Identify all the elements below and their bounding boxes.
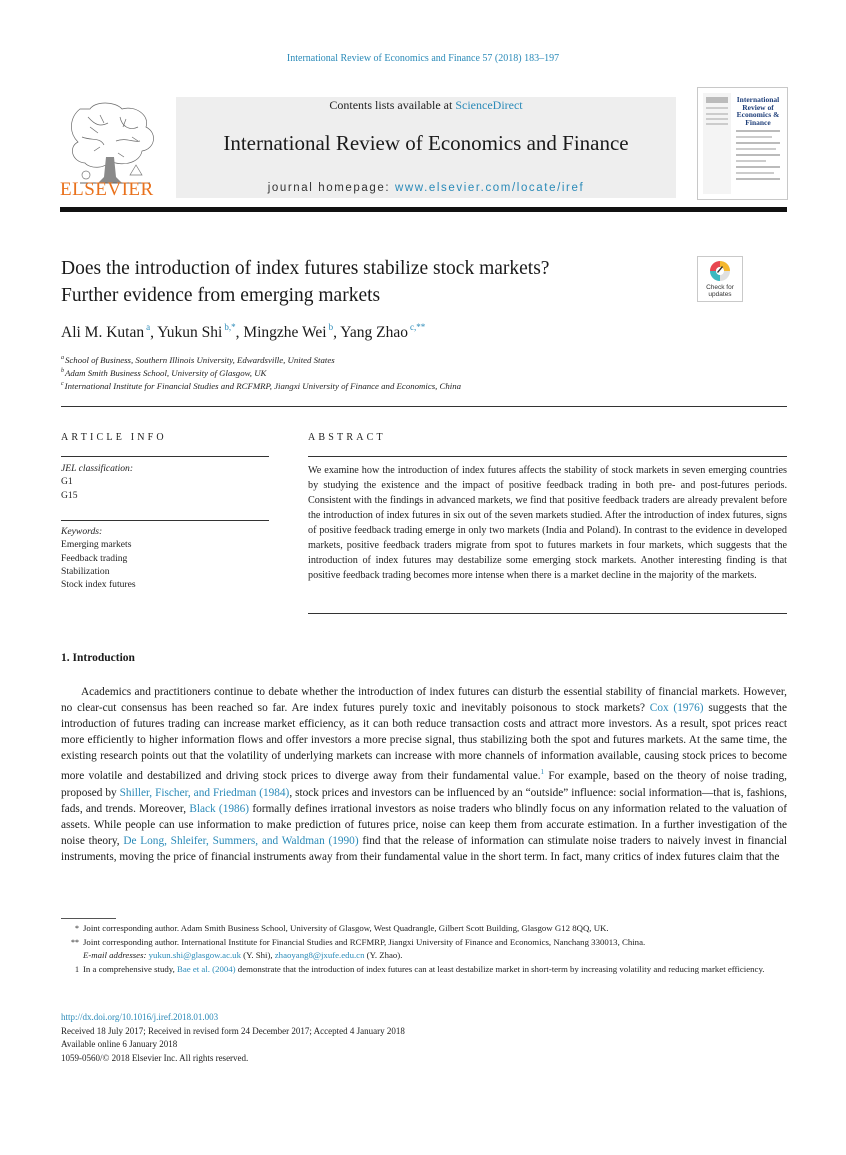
jel-classification — [61, 462, 133, 502]
keyword: Stock index futures — [61, 579, 136, 591]
author-separator: , — [150, 324, 158, 341]
footnote-text: Joint corresponding author. Adam Smith Business School, University of Glasgow, West Quadrangle, Gilbert Scott Building, Glasgow G12 8QQ, UK. — [83, 923, 609, 933]
abstract-bottom-divider — [308, 613, 787, 614]
keyword: Emerging markets — [61, 539, 132, 551]
introduction-body — [61, 684, 787, 865]
jel-label: JEL classification: — [61, 463, 134, 474]
citation-link[interactable]: Black (1986) — [189, 802, 250, 815]
body-text: find that the release of information can stimulate noise traders to naively invest in financial instruments, moving the price of financial instruments away from their fundamental value in the short term. In fact, many critics of index futures claim that the — [61, 834, 788, 863]
footnote-mark: 1 — [75, 964, 79, 974]
journal-homepage — [176, 182, 676, 194]
publication-info — [61, 1011, 405, 1065]
cover-left-column — [703, 93, 731, 194]
online-date: Available online 6 January 2018 — [61, 1039, 178, 1049]
body-text: , stock prices and investors can be influenced by an “outside” influence: social information—that is, fashions, fads, and trends. Moreover, — [61, 786, 787, 815]
citation-link[interactable]: Bae et al. (2004) — [176, 963, 236, 974]
email-link[interactable]: zhaoyang8@jxufe.edu.cn — [274, 950, 365, 960]
affiliation-mark: c — [61, 381, 64, 387]
jel-code: G15 — [61, 489, 78, 501]
author-separator: , — [235, 324, 244, 341]
publisher-name: ELSEVIER — [60, 179, 154, 200]
email-link[interactable]: yukun.shi@glasgow.ac.uk — [148, 950, 241, 960]
article-title — [61, 255, 691, 309]
sciencedirect-link[interactable]: ScienceDirect — [455, 98, 523, 112]
elsevier-logo — [60, 97, 175, 198]
contents-prefix: Contents lists available at — [329, 98, 456, 112]
journal-citation-link[interactable]: International Review of Economics and Finance 57 (2018) 183–197 — [286, 53, 560, 64]
doi-link[interactable]: http://dx.doi.org/10.1016/j.iref.2018.01.003 — [61, 1012, 219, 1022]
affiliation — [61, 355, 335, 365]
check-for-updates-button[interactable] — [697, 256, 743, 302]
email-label: E-mail addresses: — [83, 950, 147, 960]
header-divider — [60, 207, 787, 212]
affiliation-divider — [61, 406, 787, 407]
footnotes — [61, 922, 787, 976]
crossmark-icon — [709, 260, 731, 282]
footnote-mark: * — [75, 924, 79, 933]
abstract-top-divider — [308, 456, 787, 457]
author-name[interactable]: Mingzhe Wei — [243, 324, 327, 341]
affiliation — [61, 368, 266, 378]
email-addresses — [61, 949, 787, 963]
author-list — [61, 322, 425, 342]
keyword: Feedback trading — [61, 552, 128, 564]
body-text: formally defines irrational investors as noise traders who blindly focus on any information related to the valuation of assets. While people can use information to make prediction of futures price, noise can keep them from accurate estimation. In a further investigation of the noise theory, — [61, 802, 788, 847]
author-affiliation-mark[interactable]: a — [146, 322, 151, 332]
body-text: Academics and practitioners continue to debate whether the introduction of index futures can disturb the essential stability of financial markets. However, no clear-cut consensus has been reached so far. Are index futures purely toxic and inevitably poisonous to stock markets? — [61, 686, 787, 715]
author-separator: , — [333, 324, 341, 341]
body-text: For example, based on the theory of noise trading, proposed by — [61, 770, 787, 799]
citation-link[interactable]: Shiller, Fischer, and Friedman (1984) — [119, 786, 290, 799]
homepage-link[interactable]: www.elsevier.com/locate/iref — [395, 182, 585, 194]
affiliation-mark: a — [61, 355, 64, 361]
cover-contents-lines — [736, 130, 780, 184]
article-title-line-2: Further evidence from emerging markets — [61, 285, 381, 306]
author-name[interactable]: Yukun Shi — [157, 324, 223, 341]
keywords-label: Keywords: — [61, 526, 103, 537]
body-text: suggests that the introduction of futures trading can increase market efficiency, as it can both reduce transaction costs and attract more investors. As a result, spot prices react more efficiently to higher information flows and offer investors a more precise signal, thus stabilizing both the spot and futures markets. At the same time, the existing research points out that the volatility of underlying markets can increase with more channels of information available, causing stock prices to become more volatile and destabilized and driving stock prices to diverge away from their fundamental value. — [61, 702, 787, 783]
affiliation-text: School of Business, Southern Illinois University, Edwardsville, United States — [65, 355, 335, 365]
article-info-divider — [61, 456, 269, 457]
abstract-heading: ABSTRACT — [308, 432, 386, 443]
footnote — [61, 936, 787, 950]
crossmark-label: Check for updates — [706, 284, 734, 298]
affiliation-mark: b — [61, 368, 64, 374]
section-heading-introduction: 1. Introduction — [61, 652, 135, 664]
journal-title: International Review of Economics and Finance — [223, 131, 629, 155]
affiliation-text: International Institute for Financial Studies and RCFMRP, Jiangxi University of Finance and Economics, China — [64, 381, 462, 391]
keyword: Stabilization — [61, 565, 110, 577]
email-owner: (Y. Zhao). — [364, 950, 403, 960]
affiliation — [61, 381, 461, 391]
footnote-divider — [61, 918, 116, 919]
cover-title: International Review of Economics & Finance — [736, 95, 780, 127]
footnote-mark: ** — [71, 937, 79, 947]
contents-line — [176, 98, 676, 113]
keywords-divider — [61, 520, 269, 521]
author-affiliation-mark[interactable]: b,* — [224, 322, 236, 332]
keywords — [61, 525, 136, 591]
footnote-text: demonstrate that the introduction of index futures can at least destabilize market in short-term by increasing volatility and reducing market efficiency. — [235, 963, 765, 974]
author-name[interactable]: Yang Zhao — [340, 324, 409, 341]
footnote-text: Joint corresponding author. International Institute for Financial Studies and RCFMRP, Jiangxi University of Finance and Economics, Nanchang 330013, China. — [83, 936, 646, 947]
citation-link[interactable]: Cox (1976) — [649, 702, 704, 715]
footnote-text: In a comprehensive study, — [83, 963, 177, 974]
jel-code: G1 — [61, 476, 73, 488]
journal-header — [176, 97, 676, 198]
author-affiliation-mark[interactable]: b — [328, 322, 334, 332]
footnote — [61, 963, 787, 977]
footnote — [61, 922, 787, 936]
affiliation-text: Adam Smith Business School, University of Glasgow, UK — [65, 368, 267, 378]
journal-cover-thumbnail[interactable] — [697, 87, 788, 200]
copyright: 1059-0560/© 2018 Elsevier Inc. All rights reserved. — [61, 1052, 249, 1063]
introduction-paragraph — [61, 684, 787, 865]
author-name[interactable]: Ali M. Kutan — [61, 324, 145, 341]
article-title-line-1: Does the introduction of index futures stabilize stock markets? — [61, 258, 550, 279]
homepage-prefix: journal homepage: — [267, 182, 395, 194]
citation-link[interactable]: De Long, Shleifer, Summers, and Waldman (1990) — [123, 834, 359, 847]
received-dates: Received 18 July 2017; Received in revised form 24 December 2017; Accepted 4 January 2018 — [61, 1025, 405, 1036]
email-owner: (Y. Shi), — [240, 950, 275, 960]
footnote-ref-link[interactable]: 1 — [540, 768, 545, 777]
abstract-text: We examine how the introduction of index futures affects the stability of stock markets in seven emerging countries by studying the existence and the impact of positive feedback trading in both pre- and post-futures periods. Consistent with the findings in advanced markets, we find that positive feedback traders are already prevalent before the introduction of index futures in six out of the seven markets studied. After the introduction of index futures, signs of positive feedback trading emerge in only two markets (India and Poland). In contrast to the evidence in developed markets, positive feedback traders migrate from spot to futures markets in four markets, which suggests that the introduction of index futures may destabilize some emerging stock markets. Another interesting finding is that positive feedback trading becomes more intense when there is a market decline in the majority of the markets. — [308, 465, 787, 581]
author-affiliation-mark[interactable]: c,** — [410, 322, 426, 332]
article-info-heading: ARTICLE INFO — [61, 432, 167, 443]
